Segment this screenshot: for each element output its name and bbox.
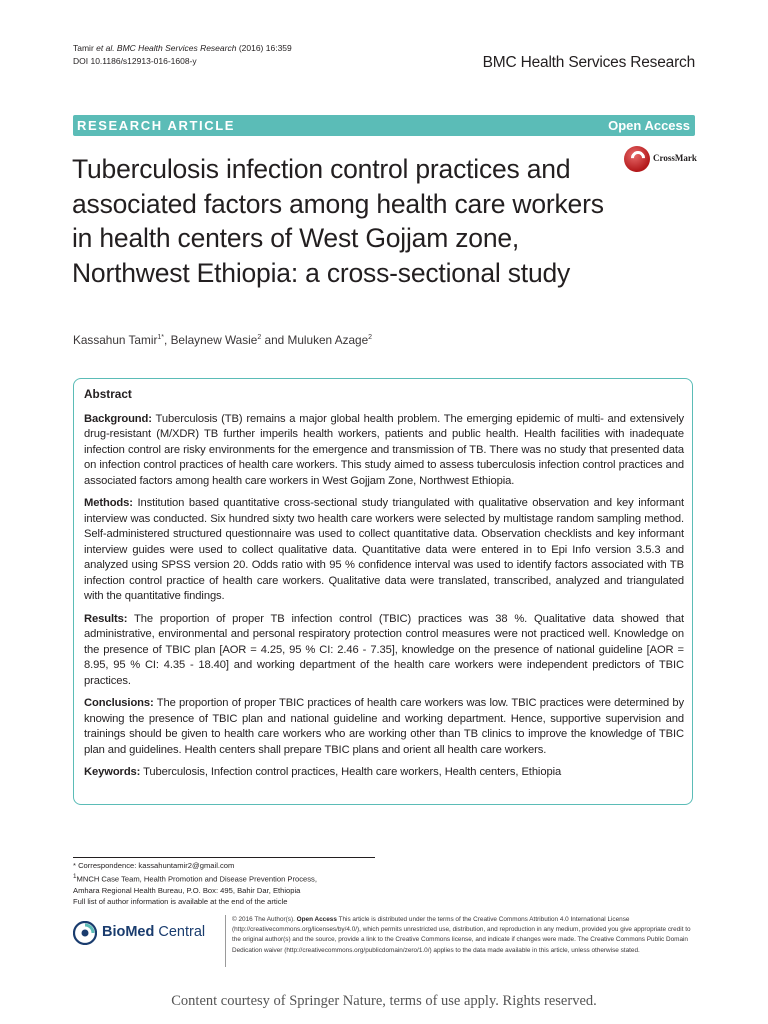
author-name[interactable]: Belaynew Wasie: [170, 333, 258, 347]
author-name[interactable]: Kassahun Tamir: [73, 333, 158, 347]
author-separator: and: [261, 333, 288, 347]
abstract-content: [84, 387, 684, 788]
citation-line: [73, 42, 292, 55]
content-courtesy-notice: Content courtesy of Springer Nature, terms of use apply. Rights reserved.: [171, 993, 597, 1009]
abstract-box: [73, 378, 693, 805]
abstract-keywords: [84, 765, 684, 781]
affiliation-line: Amhara Regional Health Bureau, P.O. Box: 495, Bahir Dar, Ethiopia: [73, 885, 301, 895]
section-label: Conclusions:: [84, 697, 154, 709]
author-list: [73, 333, 372, 347]
section-text: Tuberculosis (TB) remains a major global health problem. The emerging epidemic of multi- and extensively drug-resistant (M/XDR) TB further imperils health workers, patients and public health. Health facilities with inadequate infection control are risky environments for the emergence and transmission of TB. There was no study that presented data on infection control practices of health care workers. This study aimed to assess tuberculosis infection control practices and associated factors among health care workers in West Gojjam Zone, Northwest Ethiopia.: [84, 412, 684, 487]
article-type-label: RESEARCH ARTICLE: [77, 118, 236, 133]
section-label: Keywords:: [84, 766, 141, 778]
abstract-results: [84, 612, 684, 690]
section-text: The proportion of proper TB infection control (TBIC) practices was 38 %. Qualitative data showed that administrative, environmental and personal respiratory protection control measures were not practiced well. Knowledge on the presence of TBIC plan [AOR = 4.25, 95 % CI: 2.46 - 7.35], knowledge on the presence of national guideline [AOR = 8.95, 95 % CI: 4.35 - 18.40] and working department of the health care workers were independent predictors of TBIC practices.: [84, 612, 684, 687]
open-access-label: Open Access: [608, 118, 690, 133]
footnotes: [73, 860, 393, 907]
crossmark-badge[interactable]: [624, 146, 697, 172]
abstract-background: [84, 412, 684, 490]
biomed-wordmark-bold: BioMed: [102, 924, 155, 940]
license-divider: [225, 915, 226, 967]
section-label: Methods:: [84, 497, 133, 509]
author-affiliation: 2: [368, 334, 373, 342]
affiliation-text: MNCH Case Team, Health Promotion and Disease Prevention Process,: [76, 874, 317, 884]
article-title: Tuberculosis infection control practices and associated factors among health care workers in health centers of West Gojjam zone, Northwest Ethiopia: a cross-sectional study: [72, 154, 604, 288]
section-label: Results:: [84, 612, 128, 625]
author-name[interactable]: Muluken Azage: [287, 333, 369, 347]
article-type-banner: [73, 115, 695, 136]
biomed-central-wordmark: [102, 924, 205, 940]
citation-volume: (2016) 16:359: [236, 43, 292, 53]
section-text: Institution based quantitative cross-sectional study triangulated with qualitative observation and key informant interview was conducted. Six hundred sixty two health care workers were selected by multistage random sampling method. Self-administered structured questionnaire was used to collect quantitative data. Observation checklists and key informant interview guides were used to collect qualitative data. Quantitative data were entered in to Epi Info version 3.5.3 and analyzed using SPSS version 20. Odds ratio with 95 % confidence interval was used to identify factors associated with TB infection control practice of health care workers. Qualitative data were translated, transcribed, analyzed and triangulated with the quantitative findings.: [84, 497, 684, 602]
citation-block: [73, 42, 292, 68]
biomed-central-icon: [73, 921, 97, 945]
affiliation-number: 1: [73, 873, 77, 881]
biomed-wordmark-regular: Central: [154, 924, 206, 940]
author-affiliation: 1*: [157, 334, 164, 342]
crossmark-icon: [624, 146, 650, 172]
biomed-central-logo[interactable]: [73, 919, 223, 947]
crossmark-label: CrossMark: [653, 153, 697, 163]
abstract-methods: [84, 496, 684, 605]
affiliation-line: [73, 871, 393, 885]
author-separator: ,: [164, 333, 171, 347]
abstract-heading: Abstract: [84, 387, 132, 401]
author-affiliation: 2: [257, 334, 262, 342]
journal-name: BMC Health Services Research: [482, 54, 695, 71]
citation-journal: et al. BMC Health Services Research: [96, 43, 237, 53]
abstract-conclusions: [84, 696, 684, 758]
section-text: Tuberculosis, Infection control practices, Health care workers, Health centers, Ethiopia: [140, 766, 562, 778]
section-text: The proportion of proper TBIC practices of health care workers was low. TBIC practices were determined by knowing the presence of TBIC plan and national guideline and working department. Hence, supportive supervision and trainings should be given to health care workers who are working other than TB clinics to improve the knowledge of TBIC plan and guidelines. Health centers shall prepare TBIC plans and orient all health care workers.: [84, 697, 684, 756]
open-access-label: Open Access: [296, 916, 337, 923]
citation-authors: Tamir: [73, 43, 97, 53]
doi[interactable]: DOI 10.1186/s12913-016-1608-y: [73, 56, 197, 66]
license-text: This article is distributed under the terms of the Creative Commons Attribution 4.0 International License (http://creativecommons.org/licenses/by/4.0/), which permits unrestricted use, distribution, and reproduction in any medium, provided you give appropriate credit to the original author(s) and the source, provide a link to the Creative Commons license, and indicate if changes were made. The Creative Commons Public Domain Dedication waiver (http://creativecommons.org/publicdomain/zero/1.0/) applies to the data made available in this article, unless otherwise stated.: [232, 916, 691, 954]
footnote-divider: [73, 857, 375, 858]
license-statement: [232, 915, 694, 956]
correspondence-email[interactable]: * Correspondence: kassahuntamir2@gmail.com: [73, 861, 235, 870]
full-author-info-note: Full list of author information is available at the end of the article: [73, 897, 288, 907]
copyright-text: © 2016 The Author(s).: [232, 916, 297, 923]
section-label: Background:: [84, 412, 152, 425]
